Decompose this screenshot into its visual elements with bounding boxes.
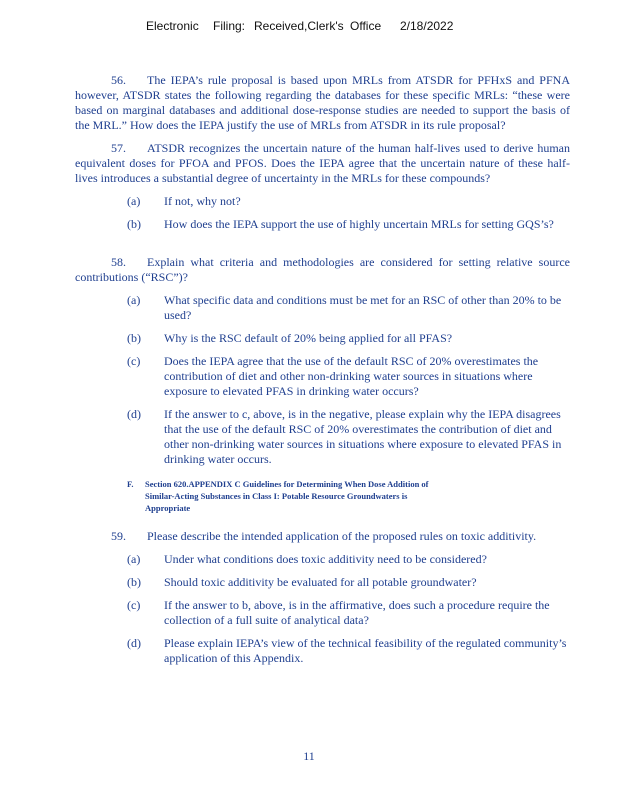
item-text: If not, why not? [164, 194, 241, 208]
item-text: If the answer to c, above, is in the negative, please explain why the IEPA disagrees that the use of the default RSC of 20% overestimates the contribution of diet and other non-drinking water sources in situations where exposure to elevated PFAS in drinking water occurs. [164, 407, 562, 466]
item-text: Should toxic additivity be evaluated for all potable groundwater? [164, 575, 477, 589]
header-electronic: Electronic [146, 19, 199, 33]
paragraph-text: The IEPA’s rule proposal is based upon MRLs from ATSDR for PFHxS and PFNA however, ATSDR states the following regarding the databases for these specific MRLs: “these were based on marginal databases and additional dose-response studies are needed to support the basis of the MRL.” How does the IEPA justify the use of MRLs from ATSDR in its rule proposal? [75, 73, 570, 132]
paragraph-57 [75, 141, 570, 186]
paragraph-number: 59. [111, 529, 126, 543]
item-label: (b) [127, 217, 141, 231]
section-title: Section 620.APPENDIX C Guidelines for Determining When Dose Addition of Similar-Acting Substances in Class I: Potable Resource Groundwaters is Appropriate [145, 479, 429, 513]
item-label: (d) [127, 407, 141, 421]
item-label: (d) [127, 636, 141, 650]
paragraph-text: Explain what criteria and methodologies are considered for setting relative source contributions (“RSC”)? [75, 255, 570, 284]
paragraph-56 [75, 73, 570, 133]
paragraph-number: 56. [111, 73, 126, 87]
item-label: (b) [127, 575, 141, 589]
paragraph-59 [75, 529, 570, 544]
paragraph-58 [75, 255, 570, 285]
header-filing: Filing: [213, 19, 246, 33]
item-label: (a) [127, 293, 141, 307]
header-date: 2/18/2022 [400, 19, 454, 33]
paragraph-number: 58. [111, 255, 126, 269]
item-label: (a) [127, 552, 141, 566]
page-number: 11 [303, 749, 315, 763]
item-label: (b) [127, 331, 141, 345]
paragraph-text: Please describe the intended application of the proposed rules on toxic additivity. [147, 529, 537, 543]
item-text: If the answer to b, above, is in the affirmative, does such a procedure require the collection of a full suite of analytical data? [164, 598, 550, 627]
item-text: Why is the RSC default of 20% being applied for all PFAS? [164, 331, 453, 345]
item-text: What specific data and conditions must be met for an RSC of other than 20% to be used? [164, 293, 562, 322]
item-text: How does the IEPA support the use of highly uncertain MRLs for setting GQS’s? [164, 217, 554, 231]
item-label: (c) [127, 354, 141, 368]
paragraph-number: 57. [111, 141, 126, 155]
section-label: F. [127, 479, 134, 489]
item-text: Under what conditions does toxic additivity need to be considered? [164, 552, 487, 566]
item-label: (c) [127, 598, 141, 612]
paragraph-text: ATSDR recognizes the uncertain nature of the human half-lives used to derive human equivalent doses for PFOA and PFOS. Does the IEPA agree that the uncertain nature of these half-lives introduces a substantial degree of uncertainty in the MRLs for these compounds? [75, 141, 570, 185]
item-label: (a) [127, 194, 141, 208]
header-office: Office [350, 19, 382, 33]
item-text: Does the IEPA agree that the use of the default RSC of 20% overestimates the contribution of diet and other non-drinking water sources in situations where exposure to elevated PFAS in drinking water occurs? [164, 354, 539, 398]
item-text: Please explain IEPA’s view of the technical feasibility of the regulated community’s application of this Appendix. [164, 636, 567, 665]
header-received: Received,Clerk's [254, 19, 344, 33]
